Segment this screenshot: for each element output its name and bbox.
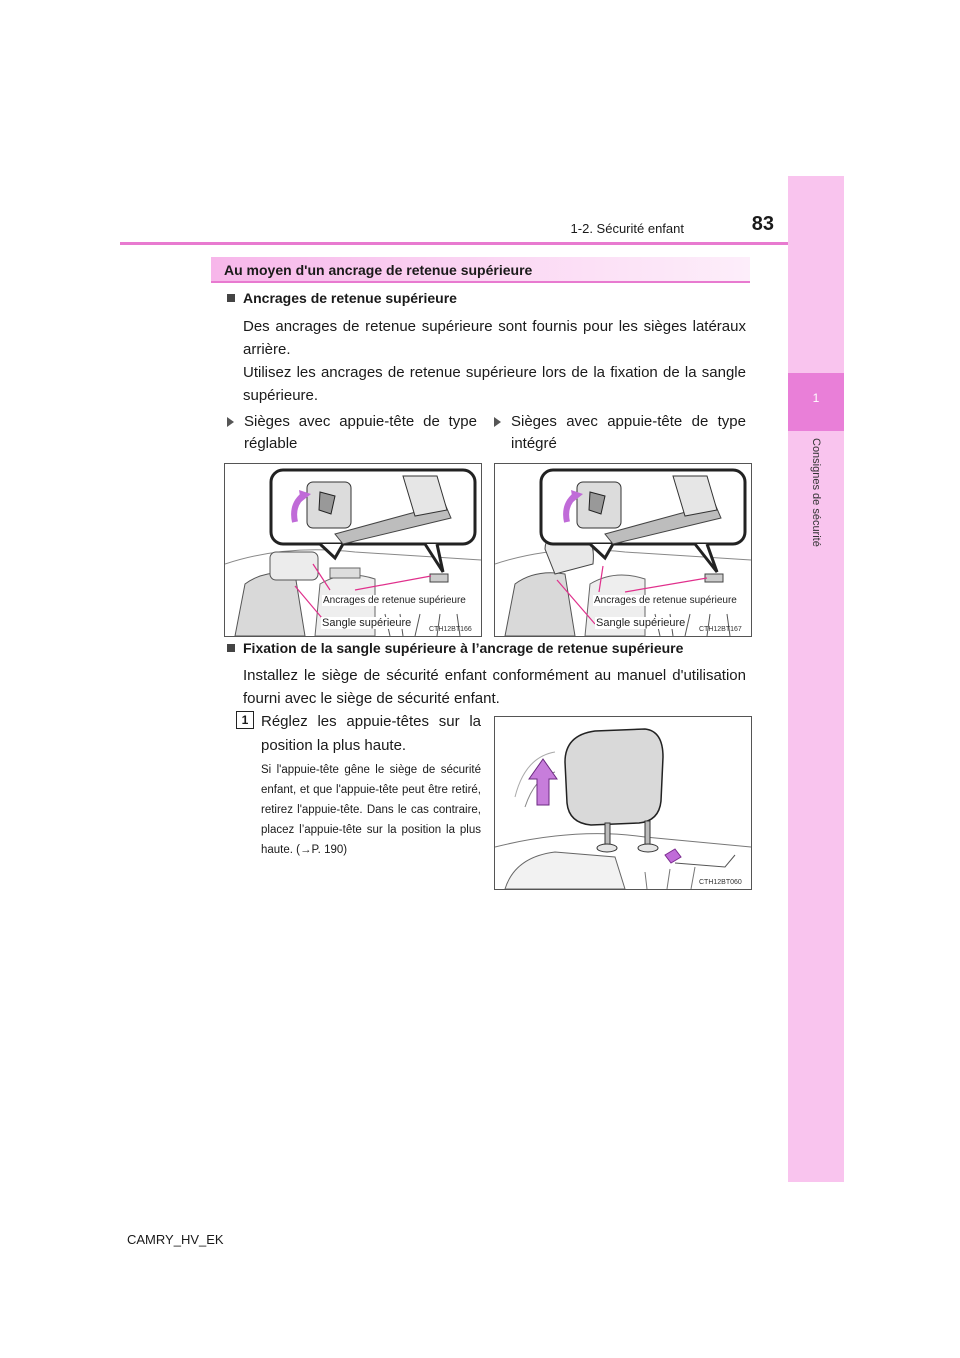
figure-integrated-headrest [494, 463, 752, 637]
option-integrated-headrest [494, 411, 746, 455]
subheading-fixing-strap-text: Fixation de la sangle supérieure à l’ancrage de retenue supérieure [243, 640, 684, 656]
square-bullet-icon [227, 294, 235, 302]
paragraph-install-child-seat: Installez le siège de sécurité enfant conformément au manuel d'utilisation fourni avec le siège de sécurité enfant. [243, 667, 746, 707]
subheading-anchors [227, 290, 457, 306]
square-bullet-icon [227, 644, 235, 652]
step-number-badge: 1 [236, 711, 254, 729]
figure-code: CTH12BT167 [699, 626, 742, 633]
option-adjustable-headrest [227, 411, 477, 455]
rear-seat-anchor-illustration [495, 464, 751, 636]
paragraph-anchors-provided: Des ancrages de retenue supérieure sont fournis pour les sièges latéraux arrière. [243, 318, 746, 358]
option-integrated-headrest-text: Sièges avec appuie-tête de type intégré [511, 413, 746, 452]
step-instruction: Réglez les appuie-têtes sur la position la plus haute. [261, 713, 481, 754]
running-header-section: 1-2. Sécurité enfant [570, 221, 684, 236]
step-note: Si l'appuie-tête gêne le siège de sécurité enfant, et que l'appuie-tête peut être retiré, retirez l'appuie-tête. Dans le cas contraire, placez l’appuie-tête sur la position la plus haute. (→P. 190) [261, 764, 481, 856]
figure-adjustable-headrest [224, 463, 482, 637]
option-adjustable-headrest-text: Sièges avec appuie-tête de type réglable [244, 413, 477, 452]
triangle-bullet-icon [227, 417, 234, 427]
callout-top-strap: Sangle supérieure [596, 617, 686, 629]
section-title: Au moyen d'un ancrage de retenue supérieure [224, 262, 533, 278]
triangle-bullet-icon [494, 417, 501, 427]
subheading-anchors-text: Ancrages de retenue supérieure [243, 290, 457, 306]
headrest-raise-illustration [495, 717, 751, 889]
footer-model-code: CAMRY_HV_EK [127, 1232, 224, 1247]
callout-top-tether-anchors: Ancrages de retenue supérieure [323, 595, 466, 606]
chapter-label: Consignes de sécurité [810, 438, 822, 547]
callout-top-strap: Sangle supérieure [322, 617, 412, 629]
chapter-number: 1 [812, 391, 820, 405]
callout-top-tether-anchors: Ancrages de retenue supérieure [594, 595, 737, 606]
figure-headrest-raise [494, 716, 752, 890]
header-rule [120, 242, 788, 245]
figure-code: CTH12BT166 [429, 626, 472, 633]
rear-seat-anchor-illustration [225, 464, 481, 636]
page-number: 83 [751, 213, 774, 235]
figure-code: CTH12BT060 [699, 879, 742, 886]
paragraph-use-anchors: Utilisez les ancrages de retenue supérieure lors de la fixation de la sangle supérieure. [243, 364, 746, 404]
subheading-fixing-strap [227, 640, 683, 656]
chapter-side-tab [788, 176, 844, 1182]
